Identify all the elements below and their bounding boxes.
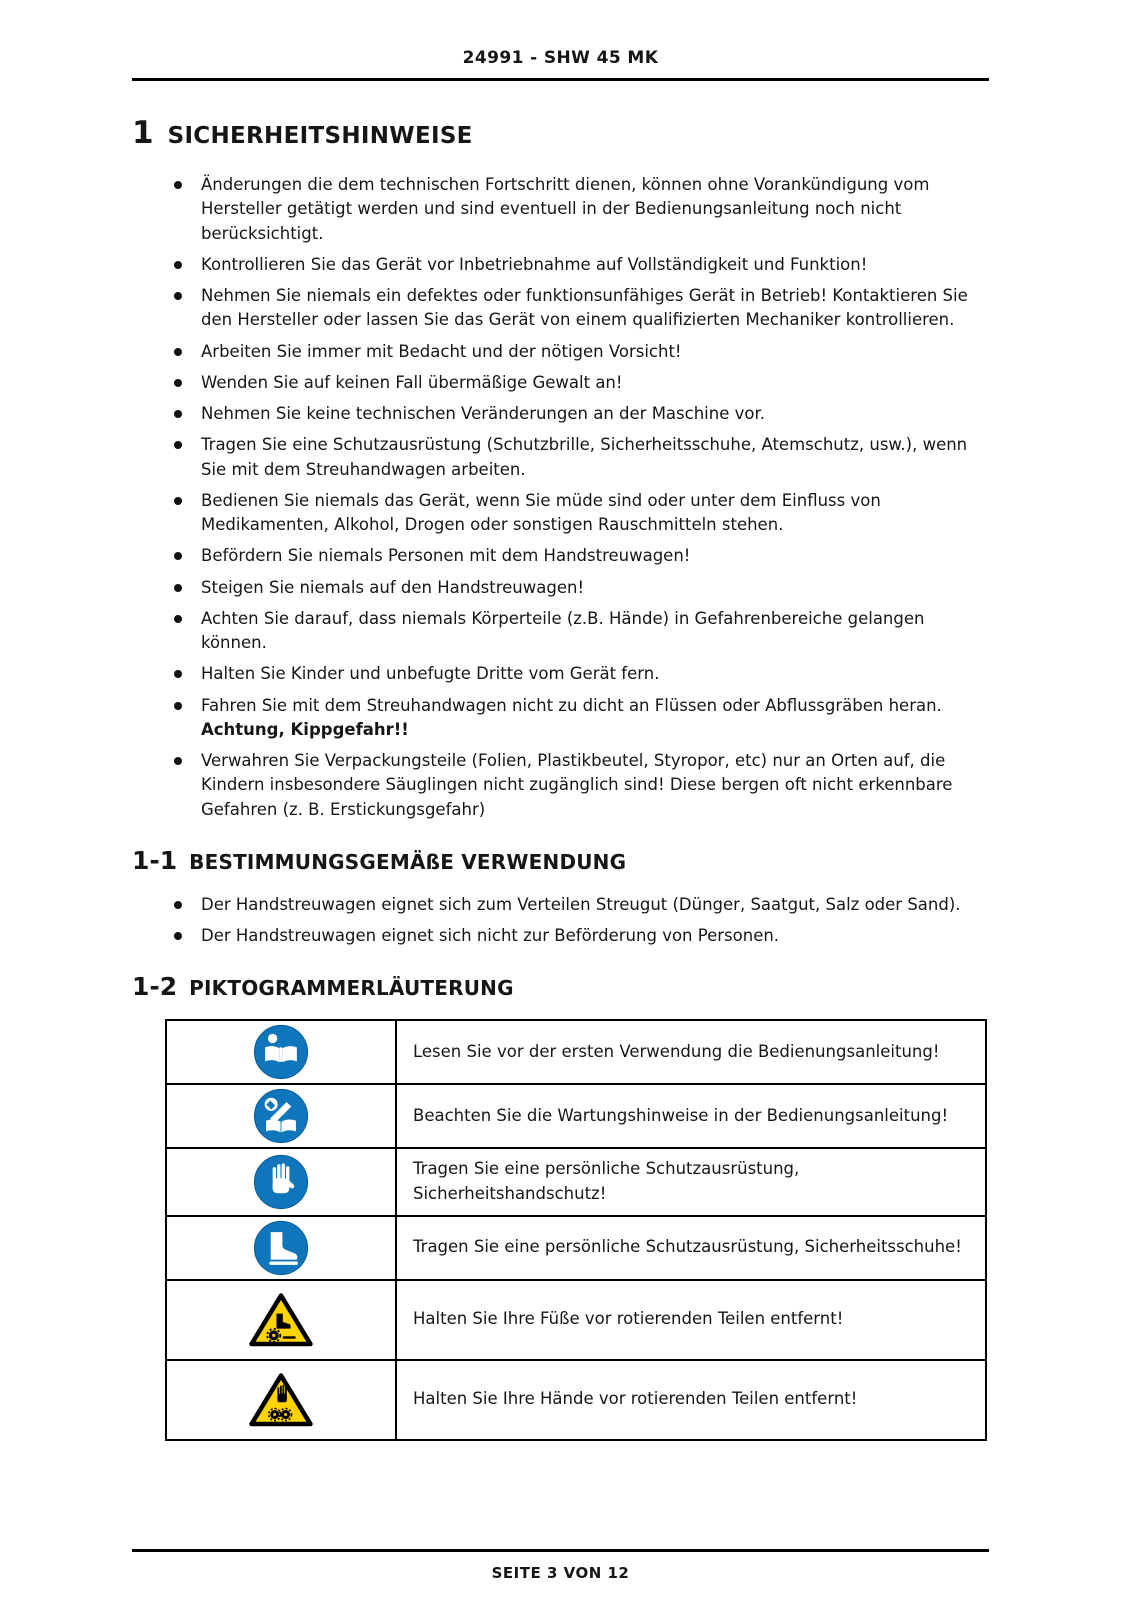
bullet-text: Tragen Sie eine Schutzausrüstung (Schutzbrille, Sicherheitsschuhe, Atemschutz, usw.), wenn Sie mit dem Streuhandwagen arbeiten.	[201, 435, 968, 479]
pictogram-row	[166, 1360, 986, 1440]
bullet-item	[172, 173, 989, 246]
footer-rule	[132, 1549, 989, 1552]
bullet-item	[172, 576, 989, 600]
pictogram-text: Lesen Sie vor der ersten Verwendung die Bedienungsanleitung!	[413, 1041, 940, 1061]
bullet-item	[172, 489, 989, 538]
pictogram-icon-cell	[166, 1216, 396, 1280]
safety-shoes-icon	[253, 1220, 309, 1276]
pictogram-text-cell	[396, 1084, 986, 1148]
bullet-text: Nehmen Sie keine technischen Veränderungen an der Maschine vor.	[201, 404, 765, 423]
page-number: SEITE 3 VON 12	[491, 1564, 630, 1582]
pictogram-row	[166, 1084, 986, 1148]
bullet-text: Halten Sie Kinder und unbefugte Dritte vom Gerät fern.	[201, 664, 660, 684]
pictogram-text: Halten Sie Ihre Füße vor rotierenden Teilen entfernt!	[413, 1309, 844, 1329]
section-1-1-bullet-list	[132, 893, 989, 949]
bullet-item	[172, 340, 989, 364]
pictogram-text-cell	[396, 1148, 986, 1216]
header-rule	[132, 78, 989, 81]
bullet-text: Änderungen die dem technischen Fortschritt dienen, können ohne Vorankündigung vom Hersteller getätigt werden und sind eventuell in der Bedienungsanleitung noch nicht berücksichtigt.	[201, 175, 930, 243]
pictogram-text: Tragen Sie eine persönliche Schutzausrüstung, Sicherheitshandschutz!	[413, 1159, 800, 1203]
bullet-item	[172, 284, 989, 333]
section-1-2-heading	[132, 972, 989, 1001]
document-footer	[132, 1549, 989, 1582]
pictogram-table	[165, 1019, 987, 1441]
pictogram-icon-cell	[166, 1280, 396, 1360]
bullet-text: Achten Sie darauf, dass niemals Körperteile (z.B. Hände) in Gefahrenbereiche gelangen können.	[201, 608, 925, 652]
document-header	[132, 48, 989, 81]
pictogram-text-cell	[396, 1216, 986, 1280]
pictogram-text-cell	[396, 1280, 986, 1360]
bullet-item	[172, 749, 989, 822]
bullet-text: Kontrollieren Sie das Gerät vor Inbetriebnahme auf Vollständigkeit und Funktion!	[201, 254, 868, 274]
pictogram-text: Tragen Sie eine persönliche Schutzausrüstung, Sicherheitsschuhe!	[413, 1237, 962, 1257]
section-1-bullet-list	[132, 173, 989, 822]
section-1-2-title: PIKTOGRAMMERLÄUTERUNG	[189, 976, 514, 1001]
hand-rotating-parts-warning-icon	[248, 1371, 314, 1429]
pictogram-text: Halten Sie Ihre Hände vor rotierenden Teilen entfernt!	[413, 1389, 858, 1409]
bullet-text: Befördern Sie niemals Personen mit dem Handstreuwagen!	[201, 546, 691, 566]
bullet-item	[172, 402, 989, 426]
document-header-title: 24991 - SHW 45 MK	[462, 48, 659, 68]
bullet-text: Bedienen Sie niemals das Gerät, wenn Sie müde sind oder unter dem Einfluss von Medikamenten, Alkohol, Drogen oder sonstigen Rauschmitteln stehen.	[201, 490, 881, 534]
bullet-text: Der Handstreuwagen eignet sich zum Verteilen Streugut (Dünger, Saatgut, Salz oder Sand).	[201, 894, 961, 914]
maintenance-manual-icon	[253, 1088, 309, 1144]
bullet-text: Wenden Sie auf keinen Fall übermäßige Gewalt an!	[201, 372, 623, 392]
pictogram-row	[166, 1148, 986, 1216]
section-1-title: SICHERHEITSHINWEISE	[167, 123, 473, 149]
section-1-heading	[132, 115, 989, 151]
section-1-number: 1	[132, 115, 154, 151]
section-1-1-heading	[132, 846, 989, 875]
pictogram-icon-cell	[166, 1020, 396, 1084]
bullet-text: Arbeiten Sie immer mit Bedacht und der nötigen Vorsicht!	[201, 341, 682, 361]
section-1-1-number: 1-1	[132, 845, 178, 875]
bullet-text: Steigen Sie niemals auf den Handstreuwagen!	[201, 577, 585, 597]
bullet-item	[172, 433, 989, 482]
bullet-item	[172, 893, 989, 917]
bullet-text: Fahren Sie mit dem Streuhandwagen nicht zu dicht an Flüssen oder Abflussgräben heran.	[201, 695, 942, 715]
bullet-item	[172, 694, 989, 743]
bullet-item	[172, 371, 989, 395]
section-1-1-title: BESTIMMUNGSGEMÄßE VERWENDUNG	[189, 849, 627, 874]
pictogram-icon-cell	[166, 1148, 396, 1216]
pictogram-text-cell	[396, 1360, 986, 1440]
section-1-2-number: 1-2	[132, 972, 178, 1002]
pictogram-text: Beachten Sie die Wartungshinweise in der Bedienungsanleitung!	[413, 1105, 949, 1125]
bullet-item	[172, 253, 989, 277]
bullet-text-bold: Achtung, Kippgefahr!!	[201, 719, 409, 739]
bullet-item	[172, 662, 989, 686]
protective-gloves-icon	[253, 1154, 309, 1210]
pictogram-icon-cell	[166, 1084, 396, 1148]
read-manual-icon	[253, 1024, 309, 1080]
bullet-text: Nehmen Sie niemals ein defektes oder funktionsunfähiges Gerät in Betrieb! Kontaktieren Sie den Hersteller oder lassen Sie das Gerät von einem qualifizierten Mechaniker kontrollieren.	[201, 286, 968, 330]
pictogram-row	[166, 1216, 986, 1280]
pictogram-row	[166, 1280, 986, 1360]
bullet-item	[172, 544, 989, 568]
bullet-item	[172, 607, 989, 656]
pictogram-icon-cell	[166, 1360, 396, 1440]
pictogram-row	[166, 1020, 986, 1084]
foot-rotating-parts-warning-icon	[248, 1291, 314, 1349]
pictogram-text-cell	[396, 1020, 986, 1084]
bullet-text: Der Handstreuwagen eignet sich nicht zur Beförderung von Personen.	[201, 926, 780, 945]
bullet-text: Verwahren Sie Verpackungsteile (Folien, Plastikbeutel, Styropor, etc) nur an Orten auf, die Kindern insbesondere Säuglingen nicht zugänglich sind! Diese bergen oft nicht erkennbare Gefahren (z. B. Erstickungsgefahr)	[201, 751, 953, 819]
bullet-item	[172, 924, 989, 948]
